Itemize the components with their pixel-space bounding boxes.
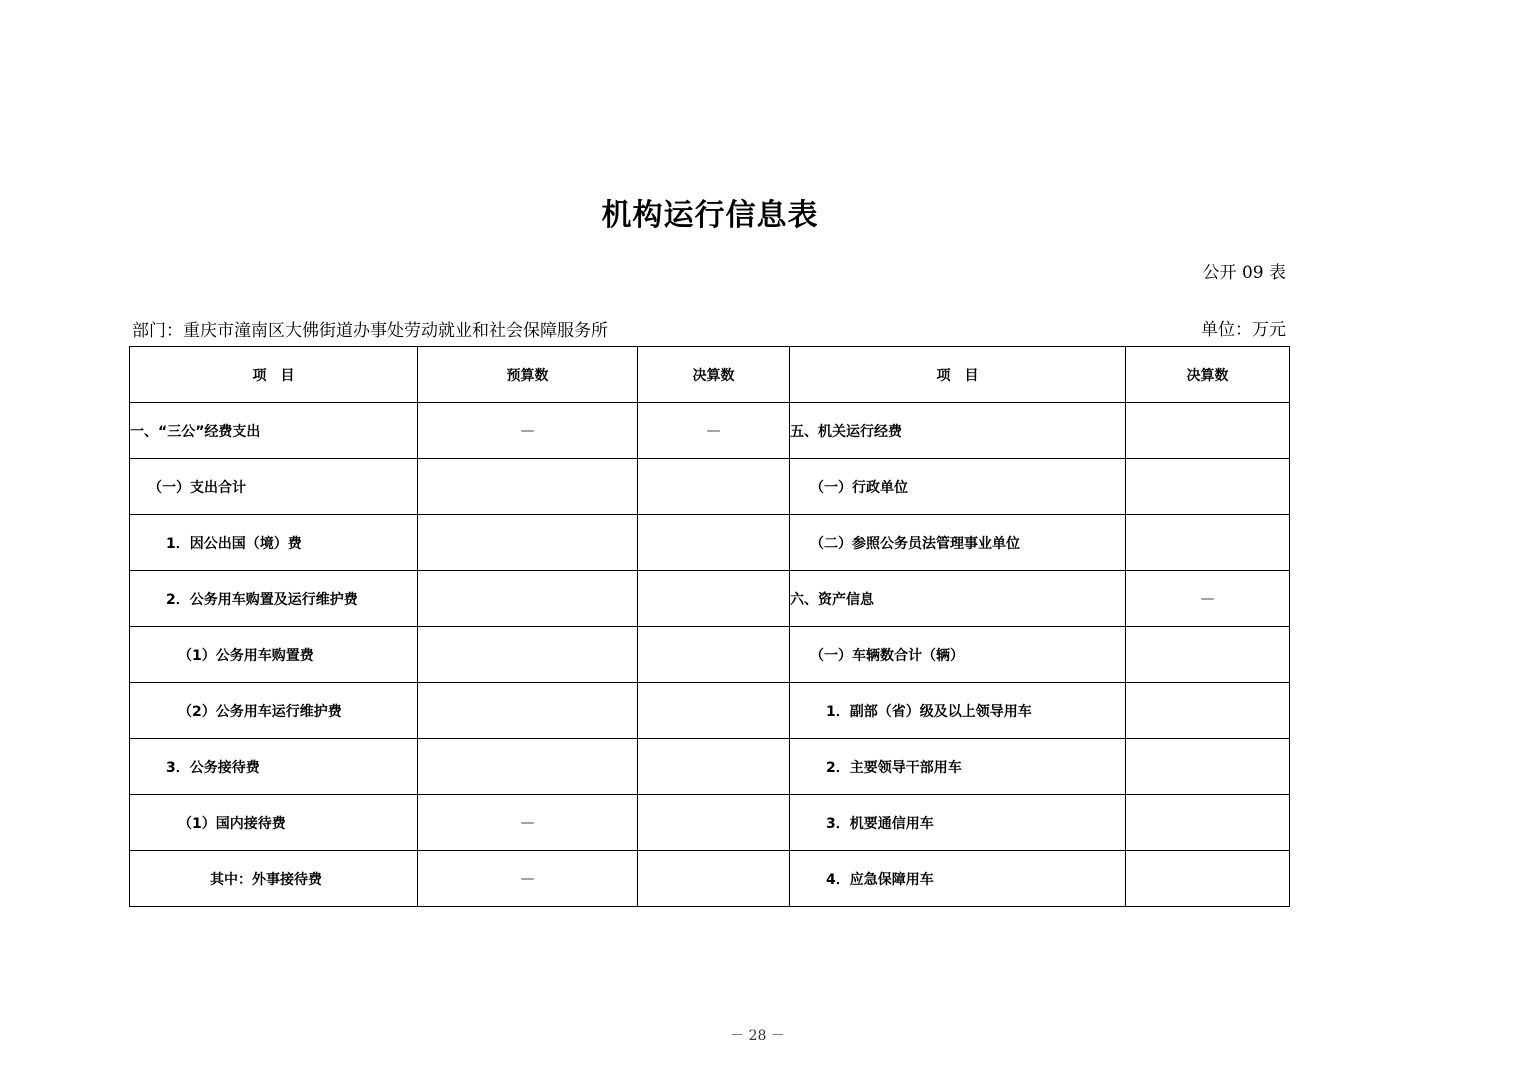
table-row — [130, 515, 1290, 571]
department-label: 部门：重庆市潼南区大佛街道办事处劳动就业和社会保障服务所 — [132, 321, 608, 341]
row-item-left: 一、“三公”经费支出 — [130, 403, 418, 459]
row-item-right: （二）参照公务员法管理事业单位 — [790, 515, 1126, 571]
row-item-left: （2）公务用车运行维护费 — [130, 683, 418, 739]
row-final — [638, 459, 790, 515]
row-item-left: （1）公务用车购置费 — [130, 627, 418, 683]
row-final — [638, 627, 790, 683]
table-row — [130, 403, 1290, 459]
table-row — [130, 851, 1290, 907]
row-final — [638, 515, 790, 571]
row-item-left: 3．公务接待费 — [130, 739, 418, 795]
row-budget — [418, 683, 638, 739]
row-item-right: 4．应急保障用车 — [790, 851, 1126, 907]
row-budget — [418, 627, 638, 683]
header-item-right: 项 目 — [790, 347, 1126, 403]
unit-label: 单位：万元 — [1201, 320, 1286, 340]
row-item-right: 五、机关运行经费 — [790, 403, 1126, 459]
row-final — [638, 851, 790, 907]
row-final — [638, 795, 790, 851]
table-row — [130, 683, 1290, 739]
row-final-right — [1126, 795, 1290, 851]
info-table — [129, 346, 1290, 907]
row-item-left: 1．因公出国（境）费 — [130, 515, 418, 571]
row-item-left: （1）国内接待费 — [130, 795, 418, 851]
row-item-right: 2．主要领导干部用车 — [790, 739, 1126, 795]
row-item-left: （一）支出合计 — [130, 459, 418, 515]
row-item-right: 3．机要通信用车 — [790, 795, 1126, 851]
row-item-left: 其中：外事接待费 — [130, 851, 418, 907]
row-final-right — [1126, 403, 1290, 459]
row-final — [638, 739, 790, 795]
row-budget — [418, 515, 638, 571]
row-budget — [418, 571, 638, 627]
row-item-right: 1．副部（省）级及以上领导用车 — [790, 683, 1126, 739]
header-final-right: 决算数 — [1126, 347, 1290, 403]
row-final: — — [638, 403, 790, 459]
row-final-right — [1126, 515, 1290, 571]
row-final-right: — — [1126, 571, 1290, 627]
header-budget: 预算数 — [418, 347, 638, 403]
table-row — [130, 571, 1290, 627]
row-budget — [418, 739, 638, 795]
table-row — [130, 795, 1290, 851]
row-budget: — — [418, 403, 638, 459]
page-number: － 28 － — [730, 1028, 785, 1044]
row-final-right — [1126, 739, 1290, 795]
page-title: 机构运行信息表 — [601, 198, 819, 233]
row-final-right — [1126, 683, 1290, 739]
row-item-right: 六、资产信息 — [790, 571, 1126, 627]
row-final-right — [1126, 851, 1290, 907]
table-row — [130, 739, 1290, 795]
header-item-left: 项 目 — [130, 347, 418, 403]
row-final-right — [1126, 459, 1290, 515]
row-item-right: （一）车辆数合计（辆） — [790, 627, 1126, 683]
table-code: 公开 09 表 — [1202, 263, 1286, 283]
table-row — [130, 627, 1290, 683]
header-final-left: 决算数 — [638, 347, 790, 403]
row-final — [638, 571, 790, 627]
row-item-right: （一）行政单位 — [790, 459, 1126, 515]
row-item-left: 2．公务用车购置及运行维护费 — [130, 571, 418, 627]
row-budget: — — [418, 851, 638, 907]
row-final-right — [1126, 627, 1290, 683]
row-final — [638, 683, 790, 739]
row-budget — [418, 459, 638, 515]
row-budget: — — [418, 795, 638, 851]
table-header-row — [130, 347, 1290, 403]
table-row — [130, 459, 1290, 515]
